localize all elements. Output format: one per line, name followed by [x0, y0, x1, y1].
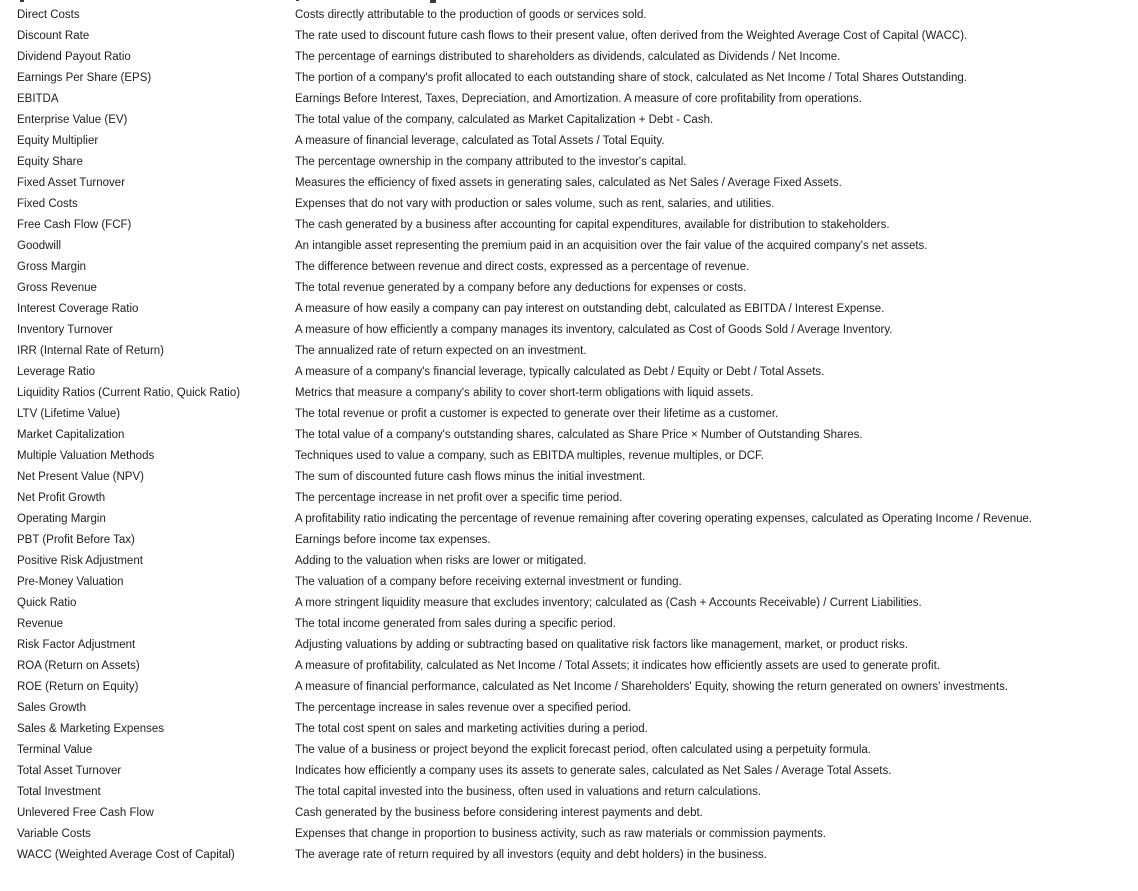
- term-cell: Goodwill: [17, 240, 62, 252]
- term-cell: Positive Risk Adjustment: [17, 555, 143, 567]
- definition-cell: The total value of the company, calculated as Market Capitalization + Debt - Cash.: [295, 114, 714, 126]
- definition-cell: The percentage of earnings distributed to shareholders as dividends, calculated as Dividends / Net Income.: [295, 51, 841, 63]
- term-cell: Revenue: [17, 618, 64, 630]
- table-row: [0, 26, 1138, 47]
- definition-cell: The rate used to discount future cash flows to their present value, often derived from the Weighted Average Cost of Capital (WACC).: [295, 30, 968, 42]
- term-cell: Pre-Money Valuation: [17, 576, 124, 588]
- definition-cell: A profitability ratio indicating the percentage of revenue remaining after covering operating expenses, calculated as Operating Income / Revenue.: [295, 513, 1033, 525]
- definition-cell: Techniques used to value a company, such as EBITDA multiples, revenue multiples, or DCF.: [295, 450, 764, 462]
- definition-cell: Earnings before income tax expenses.: [295, 534, 491, 546]
- term-cell: Leverage Ratio: [17, 366, 95, 378]
- definition-cell: Indicates how efficiently a company uses its assets to generate sales, calculated as Net Sales / Average Total Assets.: [295, 765, 892, 777]
- term-cell: Gross Margin: [17, 261, 87, 273]
- term-cell: Interest Coverage Ratio: [17, 303, 139, 315]
- term-cell: Gross Revenue: [17, 282, 97, 294]
- term-cell: Fixed Asset Turnover: [17, 177, 126, 189]
- table-row: [0, 551, 1138, 572]
- definition-cell: An intangible asset representing the premium paid in an acquisition over the fair value of the acquired company's net assets.: [295, 240, 928, 252]
- term-cell: Total Investment: [17, 786, 101, 798]
- table-row: [0, 152, 1138, 173]
- term-cell: Equity Multiplier: [17, 135, 99, 147]
- term-cell: Equity Share: [17, 156, 83, 168]
- definition-cell: The cash generated by a business after accounting for capital expenditures, available for distribution to stakeholders.: [295, 219, 890, 231]
- definition-cell: Expenses that change in proportion to business activity, such as raw materials or commission payments.: [295, 828, 826, 840]
- table-row: [0, 5, 1138, 26]
- table-row: [0, 509, 1138, 530]
- definition-cell: The total capital invested into the business, often used in valuations and return calculations.: [295, 786, 762, 798]
- definition-cell: The total value of a company's outstanding shares, calculated as Share Price × Number of Outstanding Shares.: [295, 429, 863, 441]
- term-cell: Discount Rate: [17, 30, 90, 42]
- definition-cell: Adjusting valuations by adding or subtracting based on qualitative risk factors like management, market, or product risks.: [295, 639, 909, 651]
- definition-cell: The percentage increase in sales revenue over a specified period.: [295, 702, 632, 714]
- term-cell: Total Asset Turnover: [17, 765, 122, 777]
- definition-cell: A more stringent liquidity measure that excludes inventory; calculated as (Cash + Accounts Receivable) / Current Liabilities.: [295, 597, 922, 609]
- term-cell: Terminal Value: [17, 744, 93, 756]
- table-row: [0, 362, 1138, 383]
- term-cell: Operating Margin: [17, 513, 106, 525]
- term-cell: Market Capitalization: [17, 429, 125, 441]
- table-row: [0, 173, 1138, 194]
- clipped-text-sliver: [20, 0, 24, 2]
- clipped-text-sliver: [296, 0, 299, 1]
- term-cell: Risk Factor Adjustment: [17, 639, 136, 651]
- definition-cell: A measure of financial leverage, calculated as Total Assets / Total Equity.: [295, 135, 665, 147]
- term-cell: ROA (Return on Assets): [17, 660, 140, 672]
- clipped-row-fragment: [0, 0, 1138, 3]
- table-row: [0, 425, 1138, 446]
- clipped-text-sliver: [430, 0, 436, 3]
- definition-cell: The total revenue generated by a company before any deductions for expenses or costs.: [295, 282, 747, 294]
- table-row: [0, 677, 1138, 698]
- definition-cell: A measure of a company's financial leverage, typically calculated as Debt / Equity or Debt / Total Assets.: [295, 366, 825, 378]
- term-cell: Variable Costs: [17, 828, 91, 840]
- table-row: [0, 215, 1138, 236]
- table-row: [0, 824, 1138, 845]
- term-cell: PBT (Profit Before Tax): [17, 534, 135, 546]
- table-row: [0, 803, 1138, 824]
- table-row: [0, 341, 1138, 362]
- table-row: [0, 593, 1138, 614]
- table-row: [0, 488, 1138, 509]
- term-cell: ROE (Return on Equity): [17, 681, 139, 693]
- table-row: [0, 47, 1138, 68]
- table-row: [0, 404, 1138, 425]
- table-row: [0, 257, 1138, 278]
- definition-cell: The total revenue or profit a customer is expected to generate over their lifetime as a customer.: [295, 408, 779, 420]
- term-cell: Liquidity Ratios (Current Ratio, Quick Ratio): [17, 387, 241, 399]
- definition-cell: Adding to the valuation when risks are lower or mitigated.: [295, 555, 587, 567]
- definition-cell: A measure of how efficiently a company manages its inventory, calculated as Cost of Goods Sold / Average Inventory.: [295, 324, 893, 336]
- table-row: [0, 782, 1138, 803]
- definition-cell: A measure of profitability, calculated as Net Income / Total Assets; it indicates how efficiently assets are used to generate profit.: [295, 660, 940, 672]
- definition-cell: Costs directly attributable to the production of goods or services sold.: [295, 9, 647, 21]
- definition-cell: The percentage ownership in the company attributed to the investor's capital.: [295, 156, 687, 168]
- term-cell: Net Present Value (NPV): [17, 471, 144, 483]
- table-row: [0, 89, 1138, 110]
- term-cell: Net Profit Growth: [17, 492, 106, 504]
- term-cell: Free Cash Flow (FCF): [17, 219, 132, 231]
- table-row: [0, 110, 1138, 131]
- term-cell: Sales Growth: [17, 702, 87, 714]
- definition-cell: The total cost spent on sales and marketing activities during a period.: [295, 723, 648, 735]
- term-cell: Unlevered Free Cash Flow: [17, 807, 154, 819]
- term-cell: Inventory Turnover: [17, 324, 113, 336]
- table-row: [0, 467, 1138, 488]
- table-row: [0, 446, 1138, 467]
- table-row: [0, 320, 1138, 341]
- definition-cell: The percentage increase in net profit over a specific time period.: [295, 492, 623, 504]
- table-row: [0, 614, 1138, 635]
- term-cell: Sales & Marketing Expenses: [17, 723, 165, 735]
- table-row: [0, 194, 1138, 215]
- table-row: [0, 656, 1138, 677]
- definition-cell: The annualized rate of return expected on an investment.: [295, 345, 587, 357]
- definition-cell: A measure of how easily a company can pay interest on outstanding debt, calculated as EBITDA / Interest Expense.: [295, 303, 885, 315]
- table-row: [0, 698, 1138, 719]
- definition-cell: The sum of discounted future cash flows minus the initial investment.: [295, 471, 646, 483]
- table-row: [0, 719, 1138, 740]
- definition-cell: A measure of financial performance, calculated as Net Income / Shareholders' Equity, showing the return generated on owners' investments.: [295, 681, 1009, 693]
- definition-cell: Measures the efficiency of fixed assets in generating sales, calculated as Net Sales / Average Fixed Assets.: [295, 177, 842, 189]
- term-cell: IRR (Internal Rate of Return): [17, 345, 165, 357]
- table-row: [0, 530, 1138, 551]
- definition-cell: The difference between revenue and direct costs, expressed as a percentage of revenue.: [295, 261, 750, 273]
- table-row: [0, 236, 1138, 257]
- term-cell: LTV (Lifetime Value): [17, 408, 121, 420]
- table-row: [0, 131, 1138, 152]
- definition-cell: The total income generated from sales during a specific period.: [295, 618, 616, 630]
- term-cell: Multiple Valuation Methods: [17, 450, 155, 462]
- table-row: [0, 740, 1138, 761]
- table-row: [0, 383, 1138, 404]
- definition-cell: Earnings Before Interest, Taxes, Depreciation, and Amortization. A measure of core profitability from operations.: [295, 93, 862, 105]
- table-row: [0, 68, 1138, 89]
- definition-cell: Expenses that do not vary with production or sales volume, such as rent, salaries, and utilities.: [295, 198, 775, 210]
- table-row: [0, 845, 1138, 866]
- definition-cell: The average rate of return required by all investors (equity and debt holders) in the business.: [295, 849, 767, 861]
- table-row: [0, 278, 1138, 299]
- term-cell: EBITDA: [17, 93, 59, 105]
- table-row: [0, 635, 1138, 656]
- table-row: [0, 299, 1138, 320]
- definition-cell: Cash generated by the business before considering interest payments and debt.: [295, 807, 703, 819]
- term-cell: Direct Costs: [17, 9, 80, 21]
- term-cell: Earnings Per Share (EPS): [17, 72, 152, 84]
- definition-cell: Metrics that measure a company's ability to cover short-term obligations with liquid assets.: [295, 387, 754, 399]
- term-cell: Fixed Costs: [17, 198, 78, 210]
- term-cell: Enterprise Value (EV): [17, 114, 128, 126]
- definition-cell: The portion of a company's profit allocated to each outstanding share of stock, calculated as Net Income / Total Shares Outstanding.: [295, 72, 967, 84]
- term-cell: Quick Ratio: [17, 597, 77, 609]
- table-row: [0, 761, 1138, 782]
- definition-cell: The value of a business or project beyond the explicit forecast period, often calculated using a perpetuity formula.: [295, 744, 871, 756]
- term-cell: WACC (Weighted Average Cost of Capital): [17, 849, 235, 861]
- table-row: [0, 572, 1138, 593]
- term-cell: Dividend Payout Ratio: [17, 51, 131, 63]
- definition-cell: The valuation of a company before receiving external investment or funding.: [295, 576, 682, 588]
